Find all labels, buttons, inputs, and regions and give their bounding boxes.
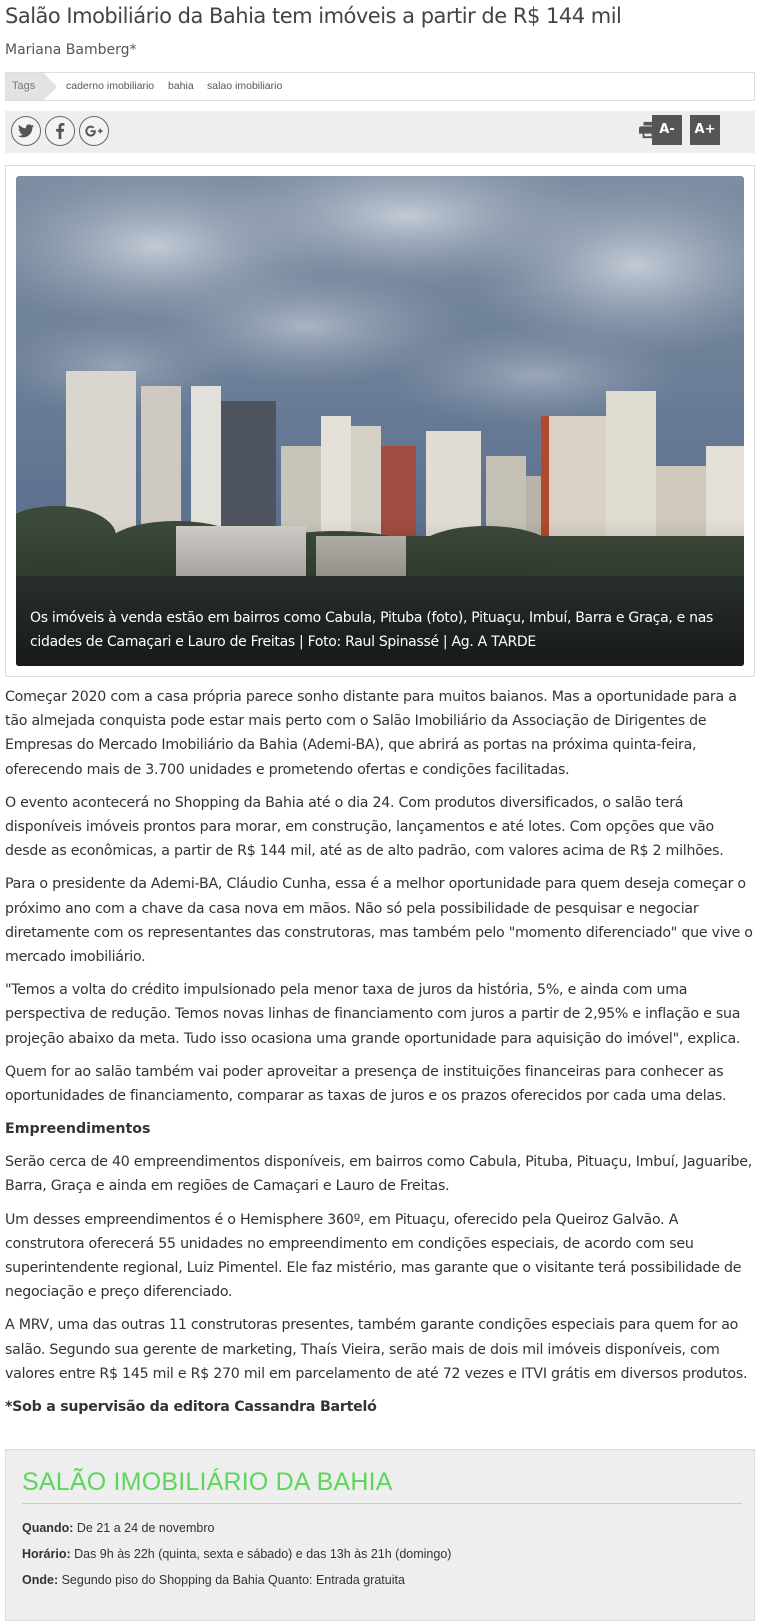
event-where-label: Onde:: [22, 1573, 59, 1587]
tags-label: Tags: [6, 73, 44, 100]
tags-bar: [5, 72, 755, 101]
article-paragraph: Começar 2020 com a casa própria parece sonho distante para muitos baianos. Mas a oportunidade para a tão almejada conquista pode estar mais perto com o Salão Imobiliário da Associação de Dirigentes de Empresas do Mercado Imobiliário da Bahia (Ademi-BA), que abrirá as portas na próxima quinta-feira, oferecendo mais de 3.700 unidades e prometendo ofertas e condições facilitadas.: [5, 689, 737, 778]
photo-caption: Os imóveis à venda estão em bairros como Cabula, Pituba (foto), Pituaçu, Imbuí, Barra e Graça, e nas cidades de Camaçari e Lauro de Freitas | Foto: Raul Spinassé | Ag. A TARDE: [30, 610, 713, 650]
font-decrease-button[interactable]: A-: [652, 115, 682, 145]
tag-link[interactable]: salao imobiliario: [207, 80, 283, 92]
google-plus-icon[interactable]: [79, 116, 109, 146]
tag-link[interactable]: bahia: [168, 80, 194, 92]
article-paragraph: O evento acontecerá no Shopping da Bahia até o dia 24. Com produtos diversificados, o salão terá disponíveis imóveis prontos para morar, em construção, lançamentos e até lotes. Com opções que vão desde as econômicas, a partir de R$ 144 mil, até as de alto padrão, com valores acima de R$ 2 milhões.: [5, 794, 724, 860]
event-hours-value: Das 9h às 22h (quinta, sexta e sábado) e das 13h às 21h (domingo): [74, 1547, 452, 1561]
article-paragraph: Para o presidente da Ademi-BA, Cláudio Cunha, essa é a melhor oportunidade para quem deseja começar o próximo ano com a chave da casa nova em mãos. Não só pela possibilidade de pesquisar e negociar diretamente com os representantes das construtoras, mas também pelo "momento diferenciado" que vive o mercado imobiliário.: [5, 876, 753, 966]
article-author: Mariana Bamberg*: [5, 42, 137, 58]
editor-note: *Sob a supervisão da editora Cassandra Barteló: [5, 1399, 377, 1416]
tag-link[interactable]: caderno imobiliario: [66, 80, 155, 92]
article-body: [5, 685, 757, 1428]
facebook-icon[interactable]: [45, 116, 75, 146]
city-skyline-photo: [16, 176, 744, 666]
event-hours: [22, 1547, 451, 1561]
font-increase-button[interactable]: A+: [690, 115, 720, 145]
event-when-value: De 21 a 24 de novembro: [76, 1521, 215, 1535]
article-figure: [5, 165, 755, 677]
event-where: [22, 1573, 405, 1587]
article-title: Salão Imobiliário da Bahia tem imóveis a partir de R$ 144 mil: [5, 4, 622, 28]
article-paragraph: Serão cerca de 40 empreendimentos disponíveis, em bairros como Cabula, Pituba, Pituaçu, Imbuí, Jaguaribe, Barra, Graça e ainda em regiões de Camaçari e Lauro de Freitas.: [5, 1154, 753, 1195]
article-paragraph: A MRV, uma das outras 11 construtoras presentes, também garante condições especiais para quem for ao salão. Segundo sua gerente de marketing, Thaís Vieira, serão mais de dois mil imóveis disponíveis, com valores entre R$ 145 mil e R$ 270 mil em parcelamento de até 72 vezes e ITVI grátis em diversos produtos.: [5, 1317, 748, 1382]
event-where-value: Segundo piso do Shopping da Bahia Quanto: Entrada gratuita: [61, 1573, 405, 1587]
event-when-label: Quando:: [22, 1521, 74, 1535]
article-paragraph: "Temos a volta do crédito impulsionado pela menor taxa de juros da história, 5%, e ainda com uma perspectiva de redução. Temos novas linhas de financiamento com juros a partir de 2,95% e inflação e sua projeção abaixo da meta. Tudo isso ocasiona uma grande oportunidade para aquisição do imóvel", explica.: [5, 982, 741, 1047]
share-toolbar: [5, 111, 755, 153]
article-paragraph: Um desses empreendimentos é o Hemisphere 360º, em Pituaçu, oferecido pela Queiroz Galvão. A construtora oferecerá 55 unidades no empreendimento em condições especiais, de acordo com seu superintendente regional, Luiz Pimentel. Ele faz mistério, mas garante que o visitante terá possibilidade de negociação e preço diferenciado.: [5, 1211, 742, 1301]
event-when: [22, 1521, 214, 1535]
event-info-title: SALÃO IMOBILIÁRIO DA BAHIA: [22, 1468, 742, 1504]
twitter-icon[interactable]: [11, 116, 41, 146]
article-paragraph: Quem for ao salão também vai poder aproveitar a presença de instituições financeiras para conhecer as oportunidades de financiamento, comparar as taxas de juros e os prazos oferecidos por cada uma delas.: [5, 1063, 727, 1105]
event-hours-label: Horário:: [22, 1547, 71, 1561]
article-subheading: Empreendimentos: [5, 1121, 151, 1138]
event-info-box: [5, 1449, 755, 1621]
